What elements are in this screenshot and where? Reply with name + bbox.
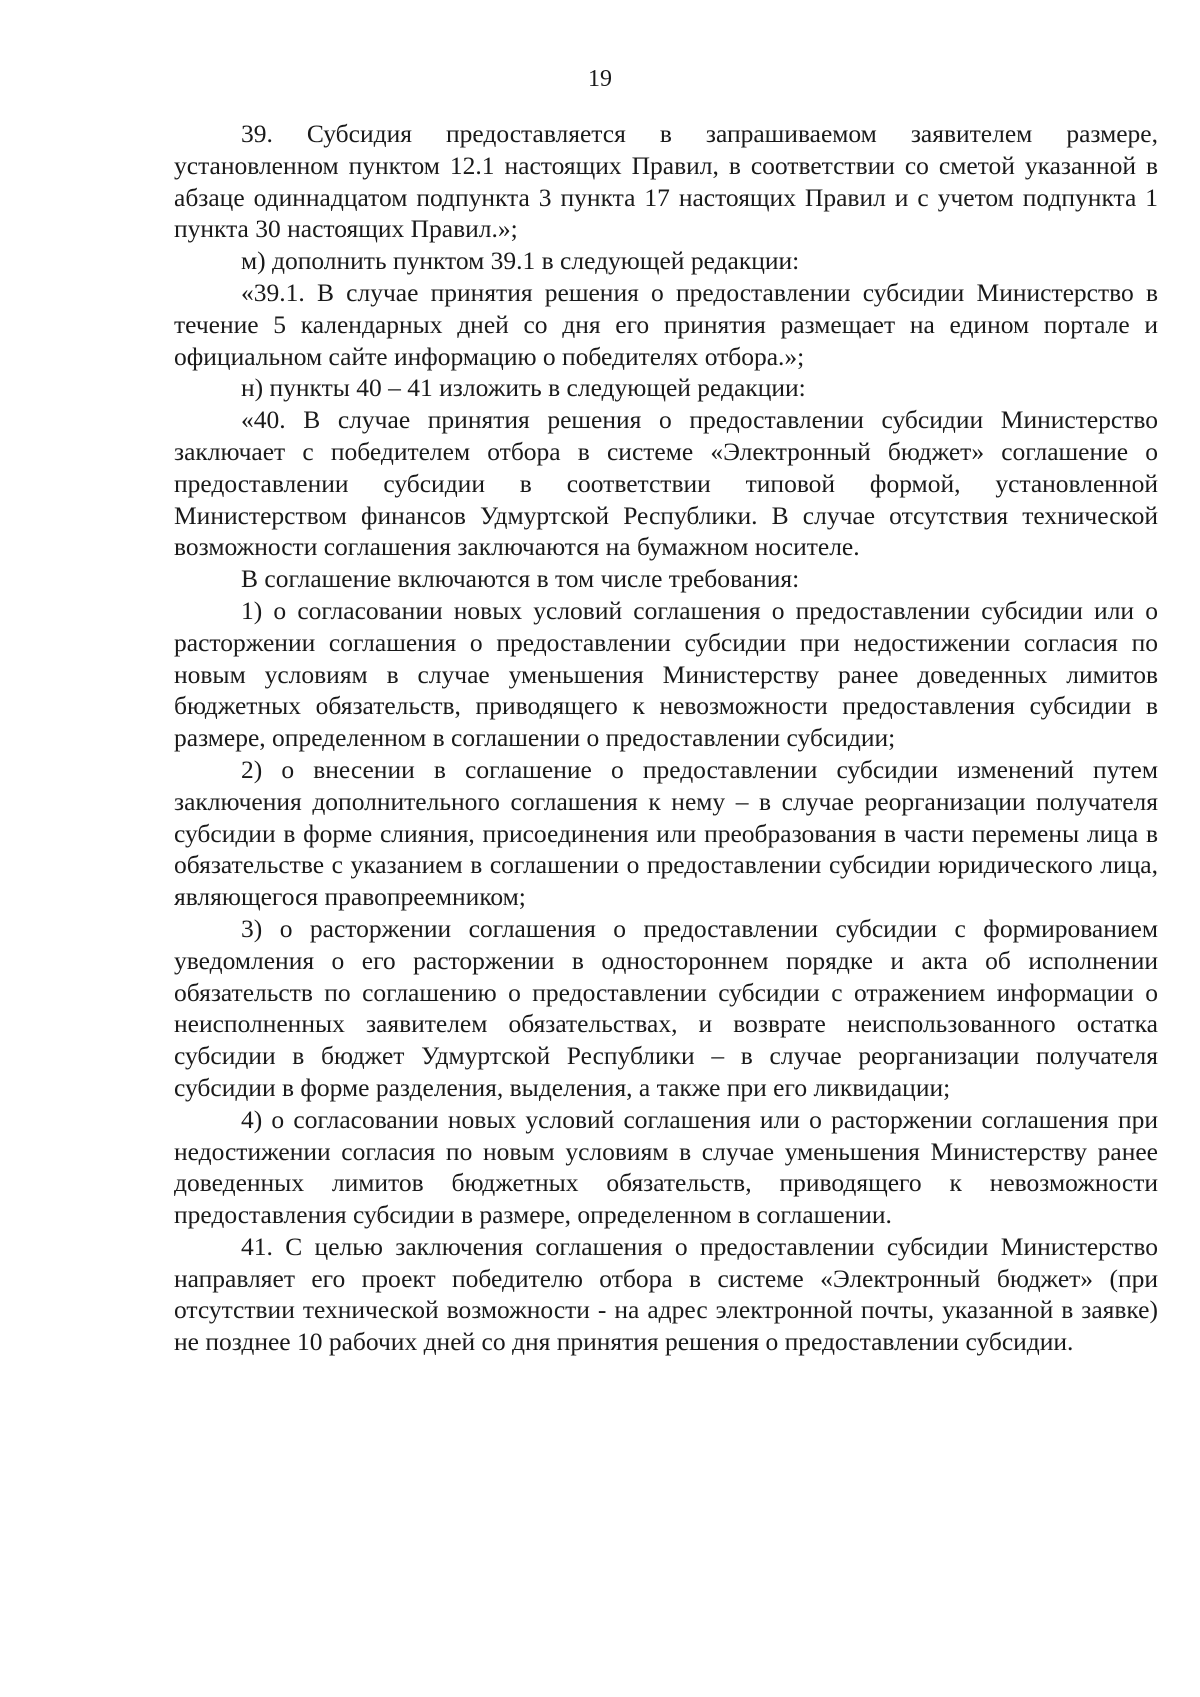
paragraph-requirement-4: 4) о согласовании новых условий соглашения или о расторжении соглашения при недостижении согласия по новым условиям в случае уменьшения Министерству ранее доведенных лимитов бюджетных обязательств, приводящего к невозможности предоставления субсидии в размере, определенном в соглашении. xyxy=(174,1104,1158,1230)
paragraph-amendment-n: н) пункты 40 – 41 изложить в следующей редакции: xyxy=(241,373,806,403)
page-number: 19 xyxy=(588,66,612,92)
paragraph-amendment-m: м) дополнить пунктом 39.1 в следующей редакции: xyxy=(241,246,800,276)
paragraph-39: 39. Субсидия предоставляется в запрашиваемом заявителем размере, установленном пунктом 12.1 настоящих Правил, в соответствии со сметой указанной в абзаце одиннадцатом подпункта 3 пункта 17 настоящих Правил и с учетом подпункта 1 пункта 30 настоящих Правил.»; xyxy=(174,119,1158,244)
paragraph-41: 41. С целью заключения соглашения о предоставлении субсидии Министерство направляет его проект победителю отбора в системе «Электронный бюджет» (при отсутствии технической возможности - на адрес электронной почты, указанной в заявке) не позднее 10 рабочих дней со дня принятия решения о предоставлении субсидии. xyxy=(174,1231,1158,1357)
paragraph-39-1: «39.1. В случае принятия решения о предоставлении субсидии Министерство в течение 5 календарных дней со дня его принятия размещает на едином портале и официальном сайте информацию о победителях отбора.»; xyxy=(174,277,1158,371)
paragraph-requirements-intro: В соглашение включаются в том числе требования: xyxy=(241,564,800,594)
paragraph-requirement-3: 3) о расторжении соглашения о предоставлении субсидии с формированием уведомления о его расторжении в одностороннем порядке и акта об исполнении обязательств по соглашению о предоставлении субсидии с отражением информации о неисполненных заявителем обязательствах, и возврате неиспользованного остатка субсидии в бюджет Удмуртской Республики – в случае реорганизации получателя субсидии в форме разделения, выделения, а также при его ликвидации; xyxy=(174,913,1158,1102)
paragraph-requirement-1: 1) о согласовании новых условий соглашения о предоставлении субсидии или о расторжении соглашения о предоставлении субсидии при недостижении согласия по новым условиям в случае уменьшения Министерству ранее доведенных лимитов бюджетных обязательств, приводящего к невозможности предоставления субсидии в размере, определенном в соглашении о предоставлении субсидии; xyxy=(174,595,1158,753)
paragraph-40: «40. В случае принятия решения о предоставлении субсидии Министерство заключает с победителем отбора в системе «Электронный бюджет» соглашение о предоставлении субсидии в соответствии типовой формой, установленной Министерством финансов Удмуртской Республики. В случае отсутствия технической возможности соглашения заключаются на бумажном носителе. xyxy=(174,405,1158,562)
paragraph-requirement-2: 2) о внесении в соглашение о предоставлении субсидии изменений путем заключения дополнительного соглашения к нему – в случае реорганизации получателя субсидии в форме слияния, присоединения или преобразования в части перемены лица в обязательстве с указанием в соглашении о предоставлении субсидии юридического лица, являющегося правопреемником; xyxy=(174,754,1158,912)
document-body xyxy=(174,118,1158,1358)
